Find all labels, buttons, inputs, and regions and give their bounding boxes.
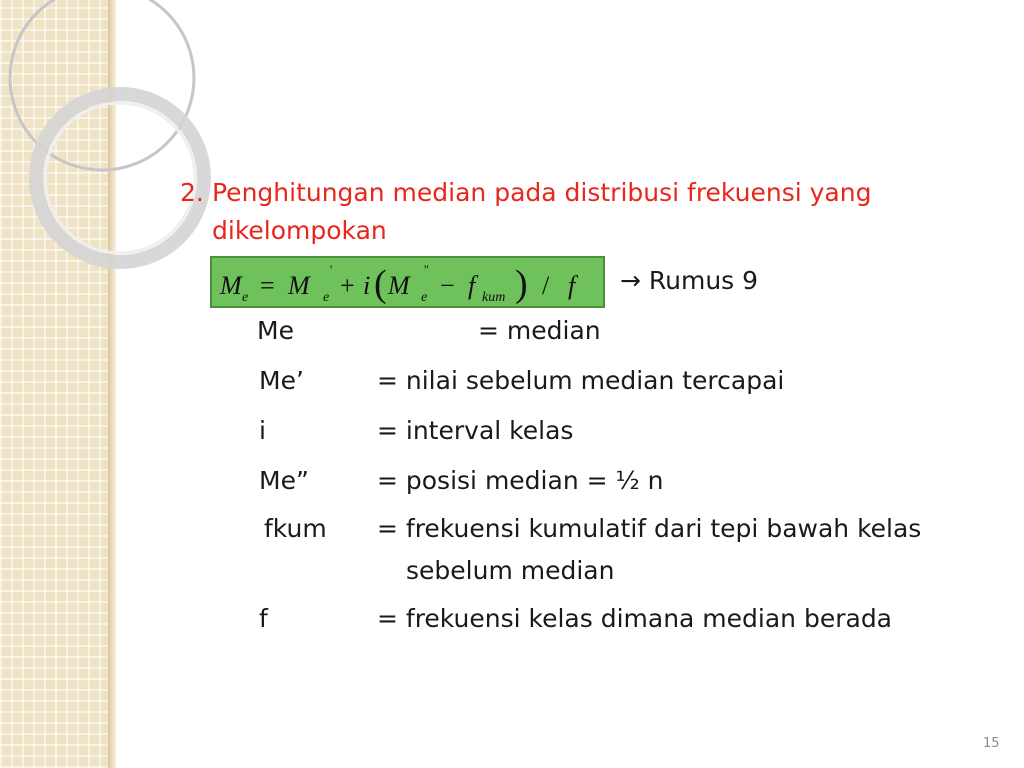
heading-line-1: Penghitungan median pada distribusi frekuensi yang bbox=[212, 178, 872, 207]
def-term-me: Me bbox=[257, 316, 294, 345]
def-term-f: f bbox=[259, 604, 268, 633]
formula-f: f bbox=[468, 271, 476, 300]
formula-f-divisor: f bbox=[568, 271, 576, 300]
def-term-fkum: fkum bbox=[264, 514, 327, 543]
def-text-me-double-prime: = posisi median = ½ n bbox=[377, 466, 664, 495]
decorative-circles bbox=[0, 0, 240, 320]
decorative-ring-thick bbox=[36, 94, 204, 262]
formula-plus: + bbox=[340, 271, 355, 300]
formula-slash: / bbox=[542, 271, 550, 300]
def-text-me-prime: = nilai sebelum median tercapai bbox=[377, 366, 785, 395]
formula-i: i bbox=[363, 271, 371, 300]
formula-M-prime: M bbox=[288, 271, 310, 300]
def-text-i: = interval kelas bbox=[377, 416, 574, 445]
formula-right-paren: ) bbox=[515, 263, 528, 305]
formula-prime: ' bbox=[330, 262, 333, 277]
formula-double-prime: '' bbox=[424, 262, 429, 277]
formula-sub-e-2: e bbox=[323, 290, 330, 305]
page-number: 15 bbox=[983, 736, 1000, 751]
formula-sub-e: e bbox=[242, 290, 249, 305]
decorative-ring-inner bbox=[45, 103, 195, 253]
median-formula bbox=[212, 258, 603, 306]
formula-minus: − bbox=[440, 271, 455, 300]
def-text-me: = median bbox=[478, 316, 601, 345]
formula-M-double-prime: M bbox=[388, 271, 410, 300]
rumus-label: → Rumus 9 bbox=[620, 266, 759, 295]
def-text-f: = frekuensi kelas dimana median berada bbox=[377, 604, 893, 633]
formula-sub-kum: kum bbox=[482, 290, 506, 305]
formula-M: M bbox=[220, 271, 242, 300]
heading-line-2: dikelompokan bbox=[212, 216, 387, 245]
def-text-fkum: = frekuensi kumulatif dari tepi bawah kelas bbox=[377, 514, 922, 543]
def-term-i: i bbox=[259, 416, 266, 445]
def-term-me-prime: Me’ bbox=[259, 366, 304, 395]
formula-sub-e-3: e bbox=[421, 290, 428, 305]
formula-left-paren: ( bbox=[374, 263, 387, 305]
heading-number: 2. bbox=[180, 178, 204, 207]
formula-equals: = bbox=[260, 271, 275, 300]
formula-box bbox=[210, 256, 605, 308]
def-term-me-double-prime: Me” bbox=[259, 466, 309, 495]
def-text-fkum-continuation: sebelum median bbox=[406, 556, 615, 585]
